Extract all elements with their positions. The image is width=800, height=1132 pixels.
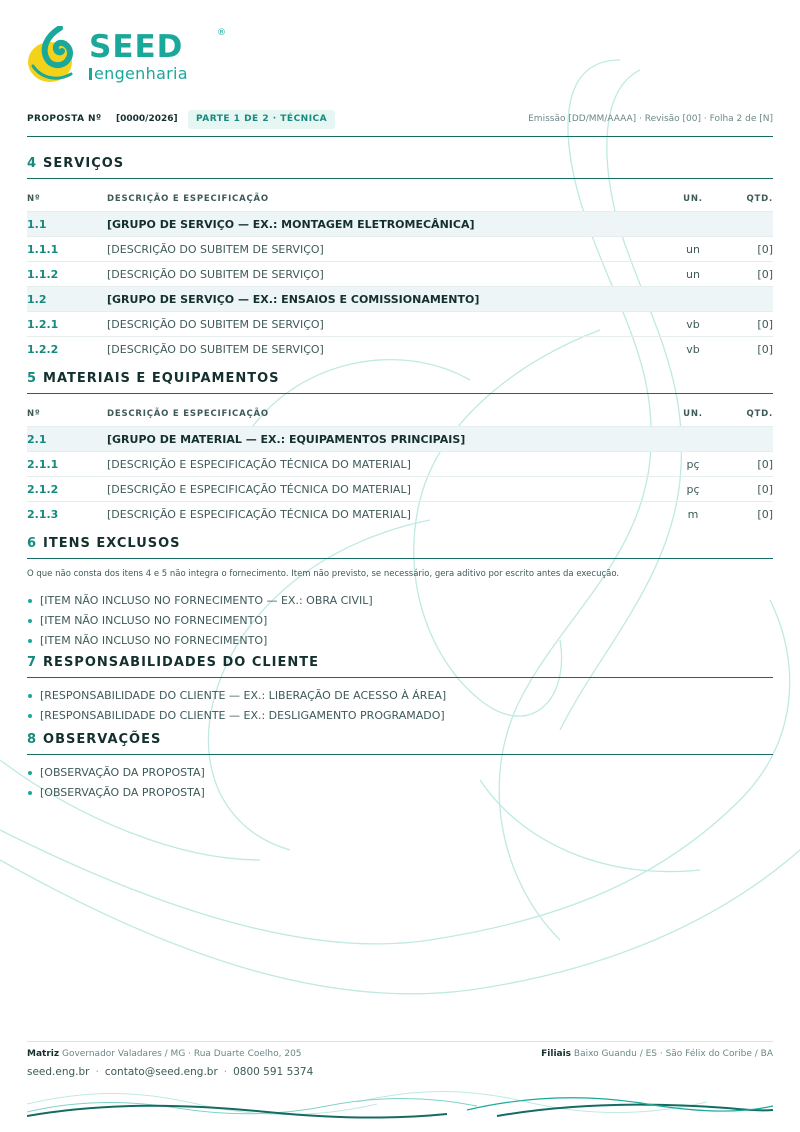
item-number: 2.1.2 <box>27 483 59 496</box>
item-quantity: [0] <box>757 458 773 471</box>
item-quantity: [0] <box>757 343 773 356</box>
col-desc-header: DESCRIÇÃO E ESPECIFICAÇÃO <box>107 409 269 419</box>
section-number: 7 <box>27 655 38 670</box>
section-excluded <box>27 534 773 651</box>
col-qtd-header: QTD. <box>746 194 773 204</box>
separator: · <box>223 1066 228 1078</box>
excluded-list <box>27 591 773 651</box>
item-description: [GRUPO DE SERVIÇO — EX.: MONTAGEM ELETROMECÂNICA] <box>107 218 475 231</box>
item-description: [GRUPO DE MATERIAL — EX.: EQUIPAMENTOS PRINCIPAIS] <box>107 433 466 446</box>
section-title-text: OBSERVAÇÕES <box>43 732 162 747</box>
item-quantity: [0] <box>757 243 773 256</box>
table-group-row <box>27 211 773 236</box>
table-group-row <box>27 426 773 451</box>
list-item: [ITEM NÃO INCLUSO NO FORNECIMENTO] <box>27 611 773 631</box>
list-item: [OBSERVAÇÃO DA PROPOSTA] <box>27 783 773 803</box>
separator: · <box>95 1066 99 1078</box>
section-title <box>27 154 773 174</box>
item-quantity: [0] <box>757 483 773 496</box>
section-title <box>27 653 773 673</box>
table-group-row <box>27 286 773 311</box>
phone-number[interactable]: 0800 591 5374 <box>233 1066 314 1078</box>
list-item: [OBSERVAÇÃO DA PROPOSTA] <box>27 763 773 783</box>
footer-divider <box>27 1041 773 1042</box>
col-qtd-header: QTD. <box>746 409 773 419</box>
footer-hq <box>27 1049 302 1059</box>
table-row <box>27 311 773 336</box>
item-unit: pç <box>686 483 700 496</box>
excluded-intro: O que não consta dos itens 4 e 5 não integra o fornecimento. Item não previsto, se necessário, gera aditivo por escrito antes da execução. <box>27 569 620 579</box>
item-description: [DESCRIÇÃO DO SUBITEM DE SERVIÇO] <box>107 243 324 256</box>
section-title-text: ITENS EXCLUSOS <box>43 536 181 551</box>
list-item: [RESPONSABILIDADE DO CLIENTE — EX.: LIBERAÇÃO DE ACESSO À ÁREA] <box>27 686 773 706</box>
section-number: 4 <box>27 156 38 171</box>
item-number: 2.1.3 <box>27 508 59 521</box>
col-un-header: UN. <box>683 409 703 419</box>
section-divider <box>27 393 773 394</box>
item-number: 1.2.2 <box>27 343 59 356</box>
branches-label: Filiais <box>541 1049 572 1059</box>
table-row <box>27 236 773 261</box>
item-number: 1.1 <box>27 218 47 231</box>
section-number: 6 <box>27 536 38 551</box>
item-quantity: [0] <box>757 268 773 281</box>
item-number: 2.1 <box>27 433 47 446</box>
section-title <box>27 534 773 554</box>
notes-list <box>27 763 773 803</box>
item-unit: vb <box>686 343 700 356</box>
item-unit: m <box>687 508 699 521</box>
table-header <box>27 400 773 426</box>
col-un-header: UN. <box>683 194 703 204</box>
table-row <box>27 336 773 361</box>
subtitle-bar <box>89 68 92 80</box>
item-unit: vb <box>686 318 700 331</box>
item-number: 2.1.1 <box>27 458 59 471</box>
item-description: [DESCRIÇÃO E ESPECIFICAÇÃO TÉCNICA DO MATERIAL] <box>107 483 411 496</box>
col-num-header: Nº <box>27 409 41 419</box>
table-row <box>27 501 773 526</box>
footer-waves-decoration <box>27 1082 773 1122</box>
footer-contacts <box>27 1066 313 1078</box>
table-row <box>27 451 773 476</box>
col-desc-header: DESCRIÇÃO E ESPECIFICAÇÃO <box>107 194 269 204</box>
branches-text: Baixo Guandu / ES · São Félix do Coribe / BA <box>573 1049 773 1059</box>
table-row <box>27 261 773 286</box>
email-link[interactable]: contato@seed.eng.br <box>104 1066 218 1078</box>
item-number: 1.1.1 <box>27 243 59 256</box>
section-title-text: SERVIÇOS <box>43 156 125 171</box>
item-description: [DESCRIÇÃO DO SUBITEM DE SERVIÇO] <box>107 318 324 331</box>
section-number: 8 <box>27 732 38 747</box>
col-num-header: Nº <box>27 194 41 204</box>
table-row <box>27 476 773 501</box>
item-description: [DESCRIÇÃO E ESPECIFICAÇÃO TÉCNICA DO MATERIAL] <box>107 508 411 521</box>
list-item: [ITEM NÃO INCLUSO NO FORNECIMENTO] <box>27 631 773 651</box>
list-item: [ITEM NÃO INCLUSO NO FORNECIMENTO — EX.: OBRA CIVIL] <box>27 591 773 611</box>
hq-address: Governador Valadares / MG · Rua Duarte Coelho, 205 <box>61 1049 302 1059</box>
seed-drop-icon <box>27 26 81 84</box>
seed-logo <box>27 26 226 86</box>
services-table-body <box>27 211 773 361</box>
website-link[interactable]: seed.eng.br <box>27 1066 90 1078</box>
emission-info: Emissão [DD/MM/AAAA] · Revisão [00] · Folha 2 de [N] <box>528 114 773 124</box>
part-badge: PARTE 1 DE 2 · TÉCNICA <box>188 110 335 129</box>
brand-subtitle-text: engenharia <box>94 64 188 83</box>
item-quantity: [0] <box>757 508 773 521</box>
section-title <box>27 730 773 750</box>
section-title-text: MATERIAIS E EQUIPAMENTOS <box>43 371 280 386</box>
client-list <box>27 686 773 726</box>
section-divider <box>27 754 773 755</box>
item-unit: pç <box>686 458 700 471</box>
section-divider <box>27 558 773 559</box>
section-divider <box>27 677 773 678</box>
table-header <box>27 185 773 211</box>
list-item: [RESPONSABILIDADE DO CLIENTE — EX.: DESLIGAMENTO PROGRAMADO] <box>27 706 773 726</box>
proposal-header <box>27 110 773 130</box>
hq-label: Matriz <box>27 1049 60 1059</box>
item-number: 1.1.2 <box>27 268 59 281</box>
brand-subtitle <box>89 66 188 82</box>
section-notes <box>27 730 773 803</box>
item-unit: un <box>686 268 700 281</box>
section-title <box>27 369 773 389</box>
section-title-text: RESPONSABILIDADES DO CLIENTE <box>43 655 319 670</box>
item-number: 1.2.1 <box>27 318 59 331</box>
item-description: [DESCRIÇÃO DO SUBITEM DE SERVIÇO] <box>107 268 324 281</box>
materials-table-body <box>27 426 773 526</box>
item-unit: un <box>686 243 700 256</box>
header-divider <box>27 136 773 137</box>
section-services <box>27 154 773 361</box>
item-number: 1.2 <box>27 293 47 306</box>
proposal-number: [0000/2026] <box>116 114 178 124</box>
brand-name: SEED <box>89 29 184 65</box>
item-quantity: [0] <box>757 318 773 331</box>
section-client-responsibilities <box>27 653 773 726</box>
item-description: [DESCRIÇÃO DO SUBITEM DE SERVIÇO] <box>107 343 324 356</box>
section-materials <box>27 369 773 526</box>
registered-mark: ® <box>217 28 226 38</box>
item-description: [DESCRIÇÃO E ESPECIFICAÇÃO TÉCNICA DO MATERIAL] <box>107 458 411 471</box>
footer-branches <box>541 1049 773 1059</box>
section-number: 5 <box>27 371 38 386</box>
proposal-label: PROPOSTA Nº <box>27 114 102 124</box>
item-description: [GRUPO DE SERVIÇO — EX.: ENSAIOS E COMISSIONAMENTO] <box>107 293 480 306</box>
section-divider <box>27 178 773 179</box>
